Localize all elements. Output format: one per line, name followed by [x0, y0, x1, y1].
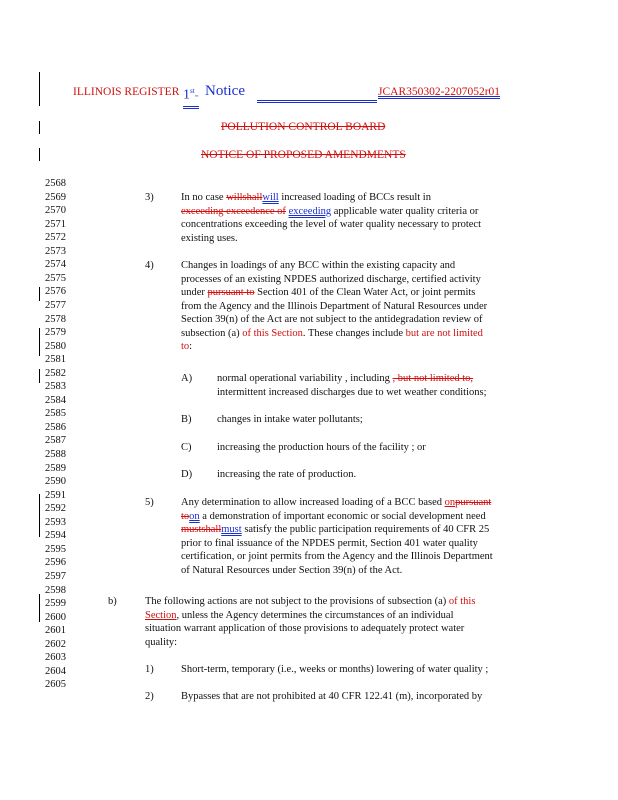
item-number: A) [181, 373, 193, 384]
text-run: satisfy the public participation requirements of 40 CFR 25 [241, 524, 490, 535]
line-number: 2568 [45, 178, 66, 189]
line-number: 2581 [45, 354, 66, 366]
line-number: 2584 [45, 394, 66, 406]
line-number: 2574 [45, 259, 66, 271]
inserted-text: to [181, 341, 190, 352]
deleted-text: pursuant [455, 497, 492, 508]
line-number: 2589 [45, 462, 66, 474]
inserted-text: must [221, 524, 242, 535]
text-line [217, 372, 473, 386]
page-marker-sup: st [190, 87, 195, 95]
text-run: . These changes include [302, 327, 406, 339]
text-run: Any determination to allow increased loading of a BCC based [181, 497, 445, 508]
deleted-text: exceeding exceedence of [181, 205, 286, 217]
line-number: 2579 [45, 327, 66, 339]
inserted-text: of this [448, 596, 476, 607]
line-number: 2585 [45, 408, 66, 420]
text-run: increased loading of BCCs result in [278, 192, 431, 203]
agency-name: POLLUTION CONTROL BOARD [221, 121, 386, 133]
inserted-text: on [189, 510, 200, 522]
change-bar [39, 148, 40, 161]
change-bar [39, 494, 40, 537]
text-line: of Natural Resources under Section 39(n) of the Act. [181, 564, 403, 576]
line-number: 2571 [45, 218, 66, 230]
text-line: from the Agency and the Illinois Department of Natural Resources under [181, 300, 488, 312]
page-marker-number: 1 [183, 87, 190, 103]
line-number: 2586 [45, 421, 66, 433]
text-line [181, 286, 475, 300]
text-line: quality: [145, 636, 178, 648]
line-number: 2590 [45, 476, 66, 488]
line-number: 2577 [45, 299, 66, 311]
item-number: D) [181, 469, 193, 480]
inserted-text: exceeding [288, 205, 332, 217]
change-bar [39, 121, 40, 134]
deleted-text: to [181, 510, 190, 522]
line-number: 2602 [45, 638, 66, 650]
change-bar [39, 594, 40, 622]
line-number: 2595 [45, 543, 66, 555]
text-line: situation warrant application of those provisions to adequately protect water [145, 623, 465, 634]
deleted-text: mustshall [181, 524, 222, 535]
text-line: Bypasses that are not prohibited at 40 CFR 122.41 (m), incorporated by [181, 691, 483, 702]
line-number: 2601 [45, 625, 66, 637]
inserted-text: will [262, 192, 279, 203]
text-line: Section 39(n) of the Act are not subject to the antidegradation review of [181, 314, 483, 325]
line-number: 2587 [45, 435, 66, 447]
page-marker: 1st= [183, 82, 199, 109]
line-number: 2598 [45, 584, 66, 596]
line-number: 2603 [45, 652, 66, 664]
inserted-text: but are not limited [405, 327, 483, 339]
inserted-text: of this Section [242, 327, 303, 339]
text-line: processes of an existing NPDES authorized discharge, certified activity [181, 273, 481, 285]
text-run: In no case [181, 192, 227, 203]
line-number: 2596 [45, 557, 66, 569]
text-line [145, 609, 454, 623]
doc-code: JCAR350302-2207052r01 [378, 86, 501, 98]
text-line: existing uses. [181, 232, 238, 244]
text-line [181, 523, 489, 537]
line-number: 2597 [45, 570, 66, 582]
line-number: 2588 [45, 449, 66, 460]
line-number: 2575 [45, 272, 66, 284]
text-run: a demonstration of important economic or social development need [199, 510, 486, 522]
line-number: 2570 [45, 205, 66, 217]
text-run: , unless the Agency determines the circumstances of an individual [176, 609, 454, 621]
change-bar [39, 287, 40, 301]
text-run: : [189, 341, 193, 352]
line-number: 2569 [45, 191, 66, 203]
line-number: 2591 [45, 489, 66, 501]
deleted-text: pursuant to [207, 287, 255, 298]
text-line [181, 191, 431, 205]
deleted-text: , but not limited to, [392, 373, 474, 384]
text-line: Short-term, temporary (i.e., weeks or months) lowering of water quality ; [181, 664, 489, 675]
line-number: 2599 [45, 598, 66, 610]
item-number: B) [181, 414, 192, 425]
header-underline [257, 100, 377, 103]
text-run: subsection (a) [181, 327, 243, 339]
notice-type: NOTICE OF PROPOSED AMENDMENTS [201, 149, 406, 161]
text-line [181, 496, 491, 510]
line-number: 2605 [45, 679, 66, 691]
text-line: concentrations exceeding the level of water quality necessary to protect [181, 219, 481, 230]
text-run: applicable water quality criteria or [331, 205, 479, 217]
line-number: 2576 [45, 286, 66, 298]
text-run: The following actions are not subject to the provisions of subsection (a) [145, 596, 449, 607]
line-number: 2593 [45, 516, 66, 528]
subsection-label: b) [108, 596, 117, 607]
item-number: 3) [145, 192, 154, 203]
item-number: 5) [145, 497, 154, 508]
item-number: 2) [145, 691, 154, 702]
change-bar [39, 328, 40, 356]
line-number: 2604 [45, 665, 66, 677]
text-line: Changes in loadings of any BCC within the existing capacity and [181, 260, 456, 271]
change-bar [39, 369, 40, 383]
text-run: Section 401 of the Clean Water Act, or joint permits [257, 287, 476, 298]
line-number: 2592 [45, 503, 66, 515]
text-run: under [181, 287, 208, 298]
register-title: ILLINOIS REGISTER [73, 86, 180, 98]
line-number: 2583 [45, 381, 66, 393]
change-bar [39, 72, 40, 106]
deleted-text: will [226, 192, 243, 203]
deleted-text: shall [242, 192, 263, 203]
text-line: changes in intake water pollutants; [217, 414, 363, 425]
item-number: C) [181, 442, 192, 453]
item-number: 1) [145, 664, 154, 675]
line-number: 2580 [45, 340, 66, 352]
line-number: 2600 [45, 611, 66, 623]
inserted-text: on [444, 497, 456, 508]
text-line [181, 510, 486, 524]
text-line [181, 340, 192, 354]
line-number: 2578 [45, 313, 66, 325]
text-line: increasing the rate of production. [217, 469, 357, 480]
line-number: 2572 [45, 232, 66, 244]
text-line [181, 327, 483, 341]
text-line [145, 595, 475, 609]
text-line: prior to final issuance of the NPDES permit, Section 401 water quality [181, 537, 478, 549]
line-number: 2573 [45, 245, 66, 257]
text-line [181, 205, 478, 219]
item-number: 4) [145, 260, 154, 271]
text-line: certification, or joint permits from the Agency and the Illinois Department [181, 551, 493, 562]
inserted-text: Section [145, 609, 177, 621]
line-number: 2594 [45, 530, 66, 542]
notice-title: Notice [205, 83, 245, 99]
text-run: normal operational variability , including [217, 373, 393, 384]
line-number: 2582 [45, 367, 66, 379]
text-line: increasing the production hours of the facility ; or [217, 442, 426, 453]
text-line: intermittent increased discharges due to wet weather conditions; [217, 386, 487, 398]
